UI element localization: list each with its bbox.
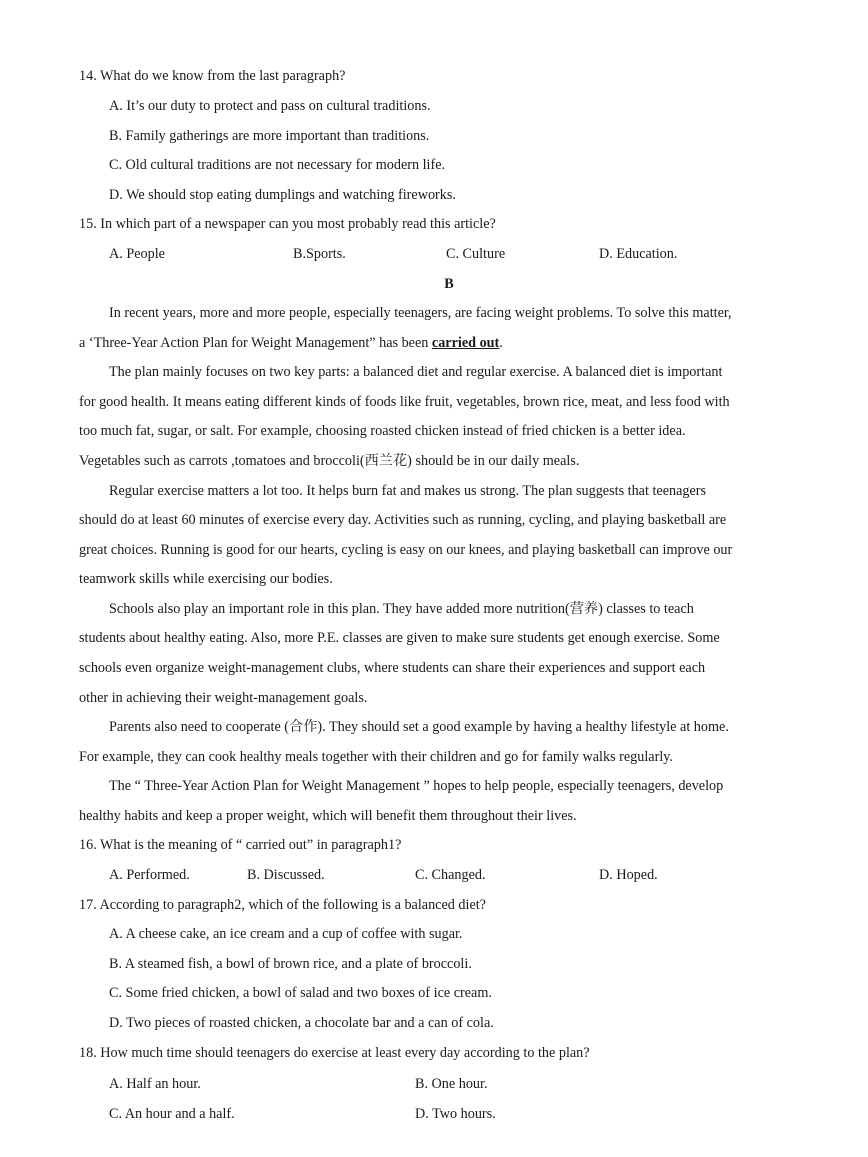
underlined-phrase: carried out [431,335,500,351]
passage-text: a ‘Three-Year Action Plan for Weight Management” has been [79,335,432,351]
section-heading: B [444,276,454,292]
passage-paragraph-5-line: For example, they can cook healthy meals together with their children and go for family walks regularly. [79,749,673,765]
question-14-stem: 14. What do we know from the last paragraph? [79,68,346,84]
passage-paragraph-5-line: Parents also need to cooperate (合作). They should set a good example by having a healthy lifestyle at home. [109,719,729,735]
question-14-option-a: A. It’s our duty to protect and pass on cultural traditions. [109,98,431,114]
passage-paragraph-3-line: teamwork skills while exercising our bodies. [79,571,333,587]
passage-paragraph-4-line: students about healthy eating. Also, more P.E. classes are given to make sure students get enough exercise. Some [79,630,720,646]
question-18-option-d: D. Two hours. [415,1106,496,1122]
question-15-option-a: A. People [109,246,165,262]
question-15-stem: 15. In which part of a newspaper can you most probably read this article? [79,216,496,232]
passage-text: . [499,335,503,351]
passage-paragraph-1-line [79,333,503,353]
question-18-option-a: A. Half an hour. [109,1076,201,1092]
passage-paragraph-3-line: Regular exercise matters a lot too. It helps burn fat and makes us strong. The plan suggests that teenagers [109,483,707,499]
passage-paragraph-2-line: too much fat, sugar, or salt. For example, choosing roasted chicken instead of fried chicken is a better idea. [79,423,686,439]
passage-paragraph-3-line: great choices. Running is good for our hearts, cycling is easy on our knees, and playing basketball can improve our [79,542,733,558]
question-15-option-d: D. Education. [599,246,678,262]
question-17-stem: 17. According to paragraph2, which of the following is a balanced diet? [79,897,486,913]
question-16-option-c: C. Changed. [415,867,486,883]
question-17-option-c: C. Some fried chicken, a bowl of salad and two boxes of ice cream. [109,985,492,1001]
passage-paragraph-4-line: schools even organize weight-management clubs, where students can share their experiences and support each [79,660,706,676]
question-17-option-b: B. A steamed fish, a bowl of brown rice, and a plate of broccoli. [109,956,472,972]
passage-paragraph-4-line: other in achieving their weight-management goals. [79,690,368,706]
question-17-option-d: D. Two pieces of roasted chicken, a chocolate bar and a can of cola. [109,1015,494,1031]
question-16-option-a: A. Performed. [109,867,190,883]
passage-paragraph-2-line: The plan mainly focuses on two key parts: a balanced diet and regular exercise. A balanced diet is important [109,364,723,380]
question-15-option-c: C. Culture [446,246,506,262]
question-18-option-c: C. An hour and a half. [109,1106,235,1122]
passage-paragraph-2-line: for good health. It means eating different kinds of foods like fruit, vegetables, brown rice, meat, and less food with [79,394,730,410]
passage-paragraph-1-line: In recent years, more and more people, especially teenagers, are facing weight problems. To solve this matter, [109,305,732,321]
passage-paragraph-3-line: should do at least 60 minutes of exercise every day. Activities such as running, cycling, and playing basketball are [79,512,727,528]
question-17-option-a: A. A cheese cake, an ice cream and a cup of coffee with sugar. [109,926,463,942]
passage-paragraph-4-line: Schools also play an important role in this plan. They have added more nutrition(营养) classes to teach [109,601,694,617]
question-18-stem: 18. How much time should teenagers do exercise at least every day according to the plan? [79,1045,590,1061]
question-14-option-d: D. We should stop eating dumplings and watching fireworks. [109,187,456,203]
question-16-stem: 16. What is the meaning of “ carried out” in paragraph1? [79,837,402,853]
question-16-option-d: D. Hoped. [599,867,658,883]
question-15-option-b: B.Sports. [293,246,346,262]
question-14-option-c: C. Old cultural traditions are not necessary for modern life. [109,157,446,173]
question-14-option-b: B. Family gatherings are more important than traditions. [109,128,430,144]
question-18-option-b: B. One hour. [415,1076,488,1092]
question-16-option-b: B. Discussed. [247,867,325,883]
passage-paragraph-2-line: Vegetables such as carrots ,tomatoes and broccoli(西兰花) should be in our daily meals. [79,453,580,469]
passage-paragraph-6-line: The “ Three-Year Action Plan for Weight Management ” hopes to help people, especially teenagers, develop [109,778,724,794]
passage-paragraph-6-line: healthy habits and keep a proper weight, which will benefit them throughout their lives. [79,808,577,824]
